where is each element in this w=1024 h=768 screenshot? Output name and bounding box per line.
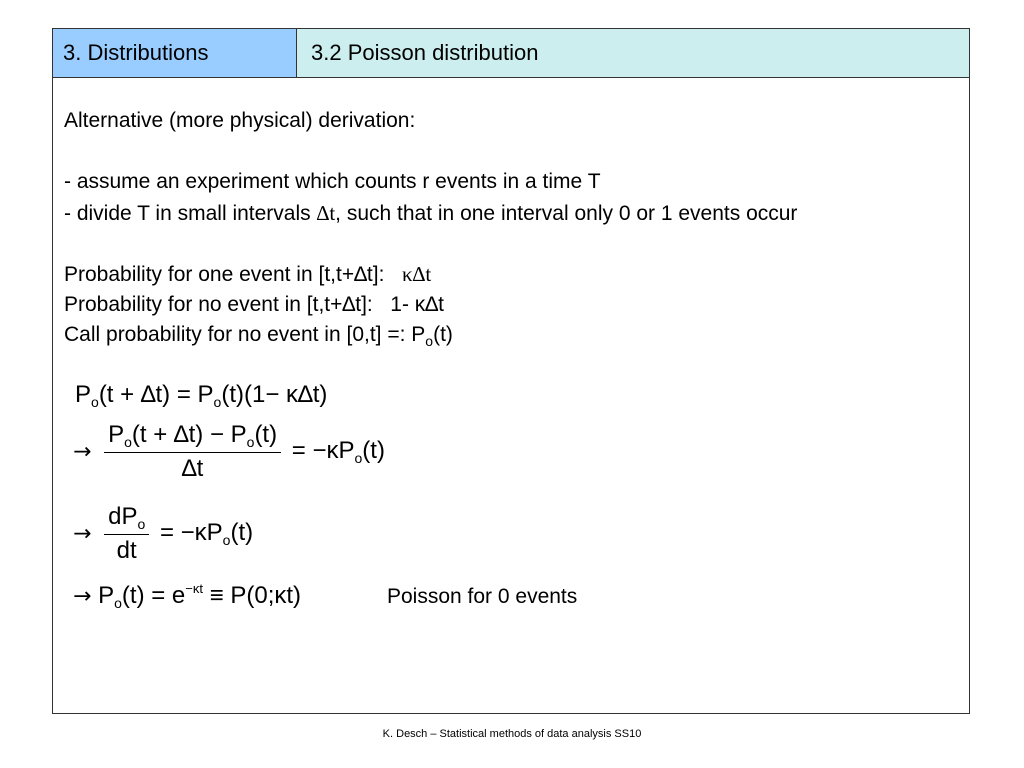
eq2-rhs xyxy=(291,437,385,467)
eq4-exponent: −κt xyxy=(185,581,203,596)
poisson-zero-note: Poisson for 0 events xyxy=(387,585,578,608)
arrow-icon: → xyxy=(73,521,92,547)
delta-t-symbol: ∆t xyxy=(316,201,336,225)
eq4-mid: (t) = e xyxy=(121,582,186,609)
eq2-fraction xyxy=(104,421,281,483)
eq3-fraction xyxy=(104,503,149,565)
eq3-rhs xyxy=(159,519,254,549)
eq1-p: P xyxy=(75,381,92,408)
bullet-divide-end: , such that in one interval only 0 or 1 events occur xyxy=(335,202,798,225)
bullet-divide-start: - divide T in small intervals xyxy=(64,202,317,225)
eq2-num-p: P xyxy=(108,421,125,448)
slide-header xyxy=(53,29,969,78)
call-label: Call probability for no event in [0,t] =: P xyxy=(64,323,426,346)
arrow-icon: → xyxy=(73,584,92,609)
eq2-num-mid: (t + ∆t) − P xyxy=(131,421,247,448)
prob-one-line xyxy=(64,262,431,287)
eq2-rhs-sub: o xyxy=(354,450,363,467)
arrow-icon: → xyxy=(73,439,92,465)
eq3-num-sub: o xyxy=(137,516,146,532)
bullet-divide xyxy=(64,201,797,226)
eq1-mid: (t + ∆t) = P xyxy=(98,381,214,408)
equation-1 xyxy=(75,381,327,410)
prob-one-label: Probability for one event in [t,t+∆t]: xyxy=(64,263,385,286)
call-line xyxy=(64,323,453,349)
eq4-sub: o xyxy=(114,595,122,611)
bullet-assume: - assume an experiment which counts r events in a time T xyxy=(64,170,601,193)
prob-none-line xyxy=(64,293,444,317)
eq3-rhs-sub: o xyxy=(222,532,231,549)
eq2-num-sub1: o xyxy=(124,434,132,450)
eq3-denominator: dt xyxy=(116,537,137,564)
prob-none-value: 1- κ∆t xyxy=(390,293,444,316)
eq3-num-dp: dP xyxy=(108,503,138,530)
section-title: 3. Distributions xyxy=(53,29,297,77)
eq2-rhs-b: (t) xyxy=(362,437,385,465)
prob-none-label: Probability for no event in [t,t+∆t]: xyxy=(64,293,373,316)
eq1-sub1: o xyxy=(91,394,99,410)
eq2-rhs-a: = −κP xyxy=(291,437,355,465)
eq2-num-sub2: o xyxy=(246,434,255,450)
eq2-denominator: ∆t xyxy=(181,455,204,482)
eq2-num-end: (t) xyxy=(254,421,278,448)
eq1-end: (t)(1− κ∆t) xyxy=(221,381,328,408)
eq4-end: ≡ P(0;κt) xyxy=(203,582,302,609)
eq2-numerator xyxy=(104,421,281,453)
equation-4 xyxy=(73,581,301,611)
prob-one-value: κ∆t xyxy=(401,262,432,286)
eq3-rhs-a: = −κP xyxy=(159,519,223,547)
slide-frame xyxy=(52,28,970,714)
intro-line: Alternative (more physical) derivation: xyxy=(64,109,416,132)
eq3-numerator xyxy=(104,503,149,535)
eq4-p: P xyxy=(98,582,115,609)
equation-2 xyxy=(73,421,385,483)
eq1-sub2: o xyxy=(213,394,222,410)
eq3-rhs-b: (t) xyxy=(230,519,254,547)
call-tail: (t) xyxy=(433,323,453,346)
footer-credit: K. Desch – Statistical methods of data analysis SS10 xyxy=(382,728,642,740)
call-subscript: o xyxy=(425,333,434,349)
equation-3 xyxy=(73,503,253,565)
slide-title: 3.2 Poisson distribution xyxy=(297,29,969,77)
